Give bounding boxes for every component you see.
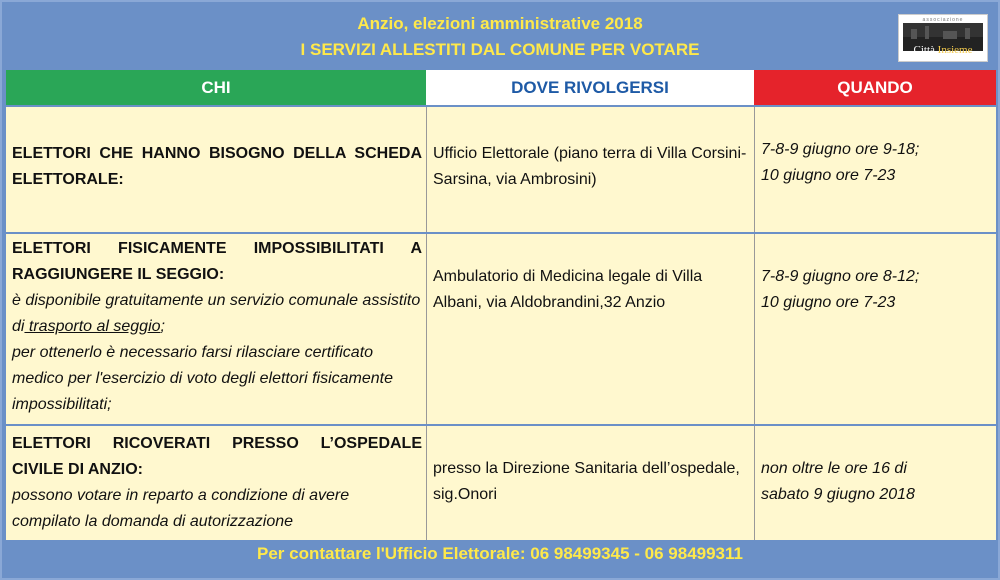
row3-quando-cell — [754, 426, 996, 540]
row1-quando-line1: 7-8-9 giugno ore 9-18; — [761, 141, 920, 158]
logo-name-part2: Insieme — [937, 44, 973, 56]
row2-chi-title: ELETTORI FISICAMENTE IMPOSSIBILITATI A RAGGIUNGERE IL SEGGIO: — [12, 240, 422, 283]
row3-quando-line1: non oltre le ore 16 di — [761, 460, 907, 477]
row1-quando-line2: 10 giugno ore 7-23 — [761, 167, 896, 184]
row2-chi-desc-more: per ottenerlo è necessario farsi rilasciare certificato medico per l'esercizio di voto degli elettori fisicamente impossibilitati; — [12, 344, 394, 413]
row2-chi-desc — [12, 288, 422, 340]
logo-top-text: associazione — [922, 17, 964, 23]
row3-chi-cell — [6, 426, 426, 540]
row1-dove-text: Ufficio Elettorale (piano terra di Villa Corsini-Sarsina, via Ambrosini) — [433, 145, 747, 188]
page-subtitle: I SERVIZI ALLESTITI DAL COMUNE PER VOTARE — [300, 40, 700, 59]
row2-dove-cell — [426, 234, 754, 424]
row3-quando-line2: sabato 9 giugno 2018 — [761, 486, 915, 503]
row1-quando-cell — [754, 107, 996, 232]
column-header-quando: QUANDO — [754, 70, 996, 105]
logo-name-part1: Città — [913, 44, 938, 56]
column-header-dove: DOVE RIVOLGERSI — [426, 70, 754, 105]
column-header-chi: CHI — [6, 70, 426, 105]
row1-chi-cell — [6, 107, 426, 232]
row3-chi-title: ELETTORI RICOVERATI PRESSO L’OSPEDALE CIVILE DI ANZIO: — [12, 435, 422, 478]
page-title: Anzio, elezioni amministrative 2018 — [357, 14, 643, 33]
citta-insieme-logo — [898, 14, 988, 62]
row2-quando-cell — [754, 234, 996, 424]
row2-chi-desc-part2: ; — [160, 318, 165, 335]
row2-chi-cell — [6, 234, 426, 424]
row3-dove-cell — [426, 426, 754, 540]
contact-footer: Per contattare l'Ufficio Elettorale: 06 98499345 - 06 98499311 — [257, 544, 743, 563]
row3-dove-text: presso la Direzione Sanitaria dell’ospedale, sig.Onori — [433, 460, 740, 503]
row2-dove-text: Ambulatorio di Medicina legale di Villa Albani, via Aldobrandini,32 Anzio — [433, 268, 703, 311]
services-table — [6, 70, 996, 540]
trasporto-link: trasporto al seggio — [24, 318, 161, 335]
row1-dove-cell — [426, 107, 754, 232]
row2-quando-line2: 10 giugno ore 7-23 — [761, 294, 896, 311]
row1-chi-title: ELETTORI CHE HANNO BISOGNO DELLA SCHEDA ELETTORALE: — [12, 145, 422, 188]
row2-quando-line1: 7-8-9 giugno ore 8-12; — [761, 268, 920, 285]
row2-chi-desc-part1: è disponibile gratuitamente un servizio comunale assistito di — [12, 292, 421, 335]
row3-chi-desc: possono votare in reparto a condizione di avere compilato la domanda di autorizzazione — [12, 487, 350, 530]
logo-name — [899, 44, 987, 56]
page-header — [0, 0, 1000, 68]
